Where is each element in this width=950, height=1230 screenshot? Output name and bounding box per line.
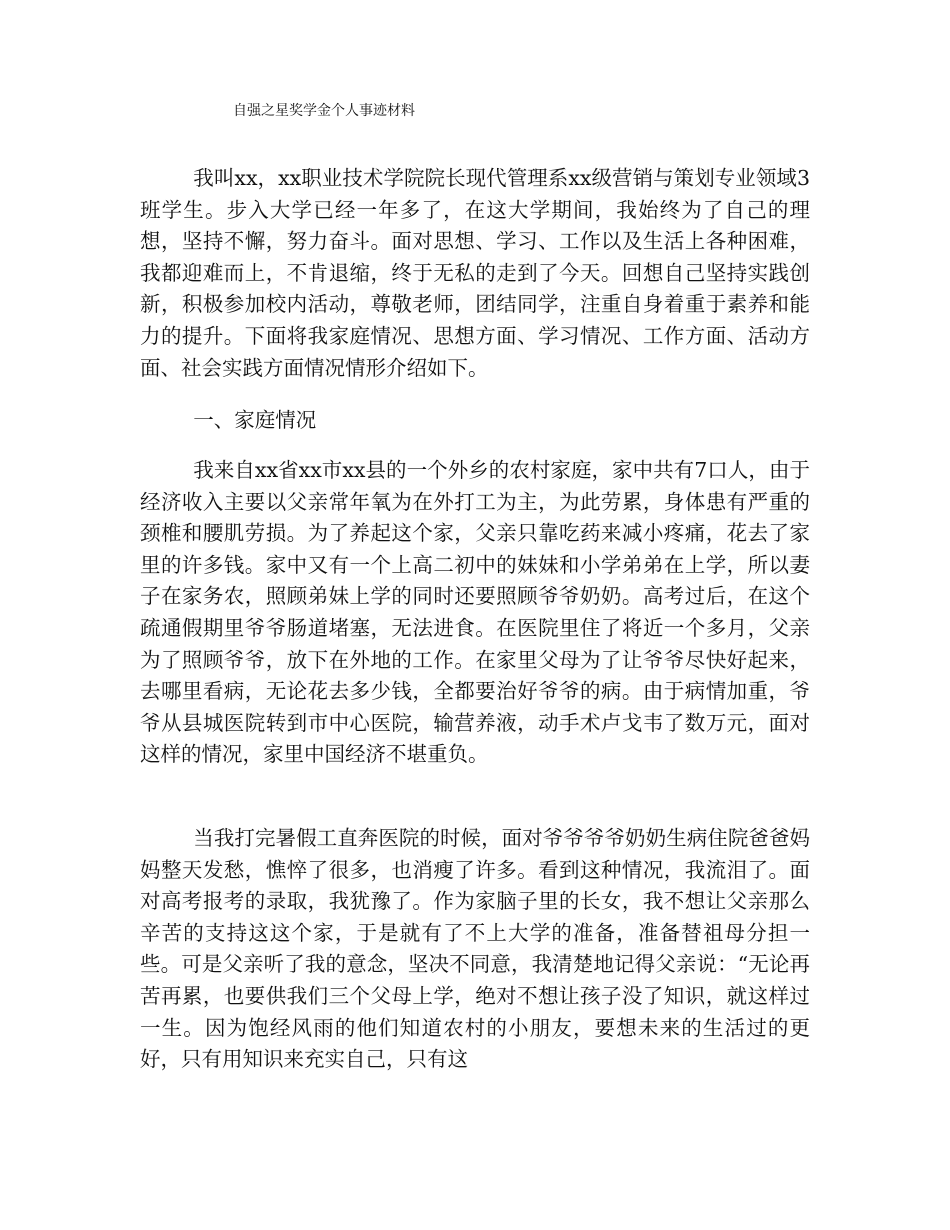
paragraph-family-situation	[140, 455, 810, 771]
paragraph-introduction	[140, 163, 810, 384]
section-heading-family	[140, 405, 810, 437]
paragraph-summer-story	[140, 823, 810, 1076]
document-title: 自强之星奖学金个人事迹材料	[233, 103, 415, 119]
paragraph-text: 当我打完暑假工直奔医院的时候，面对爷爷爷爷奶奶生病住院爸爸妈妈整天发愁，憔悴了很多，也消瘦了许多。看到这种情况，我流泪了。面对高考报考的录取，我犹豫了。作为家脑子里的长女，我不想让父亲那么辛苦的支持这这个家，于是就有了不上大学的准备，准备替祖母分担一些。可是父亲听了我的意念，坚决不同意，我清楚地记得父亲说：“无论再苦再累，也要供我们三个父母上学，绝对不想让孩子没了知识，就这样过一生。因为饱经风雨的他们知道农村的小朋友，要想未来的生活过的更好，只有用知识来充实自己，只有这	[140, 826, 810, 1072]
paragraph-text: 我来自xx省xx市xx县的一个外乡的农村家庭，家中共有7口人，由于经济收入主要以父亲常年氧为在外打工为主，为此劳累，身体患有严重的颈椎和腰肌劳损。为了养起这个家，父亲只靠吃药来减小疼痛，花去了家里的许多钱。家中又有一个上高二初中的妹妹和小学弟弟在上学，所以妻子在家务农，照顾弟妹上学的同时还要照顾爷爷奶奶。高考过后，在这个疏通假期里爷爷肠道堵塞，无法进食。在医院里住了将近一个多月，父亲为了照顾爷爷，放下在外地的工作。在家里父母为了让爷爷尽快好起来，去哪里看病，无论花去多少钱，全都要治好爷爷的病。由于病情加重，爷爷从县城医院转到市中心医院，输营养液，动手术卢戈韦了数万元，面对这样的情况，家里中国经济不堪重负。	[140, 458, 810, 767]
paragraph-text: 我叫xx，xx职业技术学院院长现代管理系xx级营销与策划专业领域3班学生。步入大学已经一年多了，在这大学期间，我始终为了自己的理想，坚持不懈，努力奋斗。面对思想、学习、工作以及生活上各种困难，我都迎难而上，不肯退缩，终于无私的走到了今天。回想自己坚持实践创新，积极参加校内活动，尊敬老师，团结同学，注重自身着重于素养和能力的提升。下面将我家庭情况、思想方面、学习情况、工作方面、活动方面、社会实践方面情况情形介绍如下。	[140, 166, 810, 380]
section-heading-text: 一、家庭情况	[193, 408, 317, 432]
